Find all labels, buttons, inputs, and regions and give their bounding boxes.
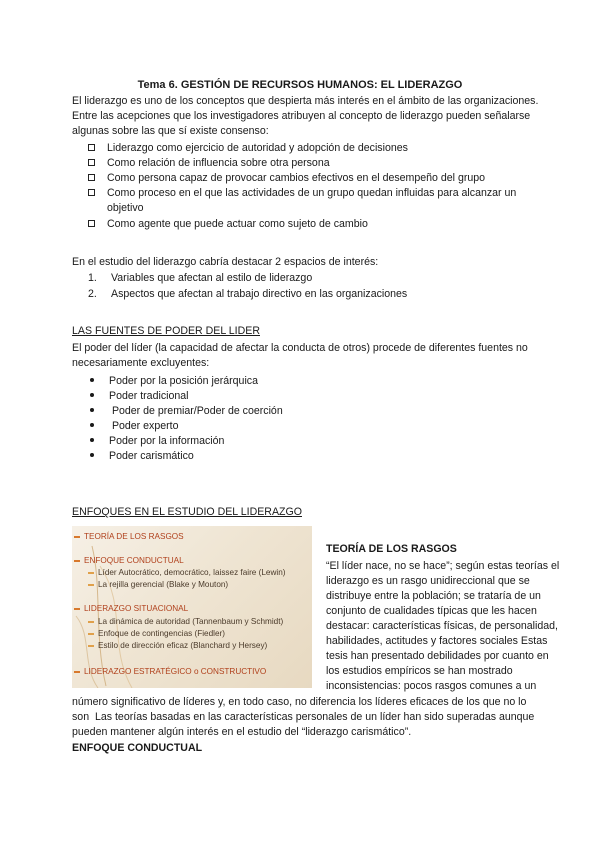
- study-intro: En el estudio del liderazgo cabría destacar 2 espacios de interés:: [72, 256, 379, 268]
- traits-line-full-1: número significativo de líderes y, en todo caso, no diferencia los líderes eficaces de los que no lo: [72, 696, 527, 708]
- list-item: Poder tradicional: [90, 389, 189, 404]
- checkbox-icon: [88, 220, 95, 227]
- checkbox-icon: [88, 189, 95, 196]
- bullet-icon: [90, 438, 94, 442]
- list-item: Poder experto: [90, 419, 179, 434]
- bullet-icon: [90, 423, 94, 427]
- list-item: Poder de premiar/Poder de coerción: [90, 404, 283, 419]
- traits-line-full-2: son Las teorías basadas en las características personales de un líder han sido superadas aunque: [72, 711, 535, 723]
- sources-line-2: necesariamente excluyentes:: [72, 357, 210, 369]
- section-heading-approaches: ENFOQUES EN EL ESTUDIO DEL LIDERAZGO: [72, 506, 302, 518]
- checklist-item: Como agente que puede actuar como sujeto de cambio: [88, 217, 558, 232]
- traits-line: conjunto de cualidades típicas que les hacen: [326, 605, 537, 617]
- bullet-icon: [90, 453, 94, 457]
- intro-line-3: algunas sobre las que sí existe consenso:: [72, 125, 269, 137]
- figure-item-sub: Líder Autocrático, democrático, laissez faire (Lewin): [88, 568, 285, 578]
- traits-line: liderazgo es un rasgo unidireccional que se: [326, 575, 530, 587]
- behavioral-heading: ENFOQUE CONDUCTUAL: [72, 742, 203, 754]
- traits-line: inconsistencias: pocos rasgos comunes a un: [326, 680, 537, 692]
- numbered-item: 2. Aspectos que afectan al trabajo directivo en las organizaciones: [88, 288, 408, 300]
- checklist-item: Como relación de influencia sobre otra persona: [88, 156, 558, 171]
- checklist-item-continuation: objetivo: [107, 202, 144, 214]
- bullet-icon: [90, 393, 94, 397]
- figure-item-main: ENFOQUE CONDUCTUAL: [74, 556, 184, 566]
- list-item: Poder por la posición jerárquica: [90, 374, 258, 389]
- figure-item-main: LIDERAZGO SITUACIONAL: [74, 604, 188, 614]
- sources-line-1: El poder del líder (la capacidad de afectar la conducta de otros) procede de diferentes fuentes no: [72, 342, 528, 354]
- figure-item-sub: Enfoque de contingencias (Fiedler): [88, 629, 225, 639]
- traits-line: distribuye entre la población; se trataría de un: [326, 590, 541, 602]
- list-item: Poder carismático: [90, 449, 194, 464]
- approaches-figure: [72, 526, 312, 688]
- numbered-item: 1. Variables que afectan al estilo de liderazgo: [88, 272, 313, 284]
- section-heading-sources: LAS FUENTES DE PODER DEL LIDER: [72, 325, 260, 337]
- checklist-item: Como persona capaz de provocar cambios efectivos en el desempeño del grupo: [88, 171, 558, 186]
- intro-line-1: El liderazgo es uno de los conceptos que despierta más interés en el ámbito de las organizaciones.: [72, 95, 539, 107]
- bullet-icon: [90, 378, 94, 382]
- traits-line: tesis han presentado debilidades por cuanto en: [326, 650, 549, 662]
- figure-item-main: TEORÍA DE LOS RASGOS: [74, 532, 184, 542]
- traits-line-full-3: pueden mantener algún interés en el estudio del “liderazgo carismático”.: [72, 726, 412, 738]
- traits-line: destacar: características físicas, de personalidad,: [326, 620, 558, 632]
- document-title: Tema 6. GESTIÓN DE RECURSOS HUMANOS: EL LIDERAZGO: [137, 79, 463, 91]
- traits-line: los estudios empíricos se han mostrado: [326, 665, 513, 677]
- traits-line: “El líder nace, no se hace”; según estas teorías el: [326, 560, 560, 572]
- figure-item-sub: Estilo de dirección eficaz (Blanchard y Hersey): [88, 641, 267, 651]
- traits-heading: TEORÍA DE LOS RASGOS: [326, 543, 457, 555]
- checklist-item: Liderazgo como ejercicio de autoridad y adopción de decisiones: [88, 141, 558, 156]
- figure-item-sub: La dinámica de autoridad (Tannenbaum y Schmidt): [88, 617, 283, 627]
- figure-item-main: LIDERAZGO ESTRATÉGICO o CONSTRUCTIVO: [74, 667, 266, 677]
- intro-line-2: Entre las acepciones que los investigadores atribuyen al concepto de liderazgo pueden señalarse: [72, 110, 531, 122]
- bullet-icon: [90, 408, 94, 412]
- checkbox-icon: [88, 174, 95, 181]
- figure-item-sub: La rejilla gerencial (Blake y Mouton): [88, 580, 228, 590]
- checkbox-icon: [88, 159, 95, 166]
- checkbox-icon: [88, 144, 95, 151]
- list-item: Poder por la información: [90, 434, 224, 449]
- traits-line: habilidades, actitudes y factores sociales Estas: [326, 635, 548, 647]
- checklist-item: Como proceso en el que las actividades de un grupo quedan influidas para alcanzar un: [88, 186, 558, 201]
